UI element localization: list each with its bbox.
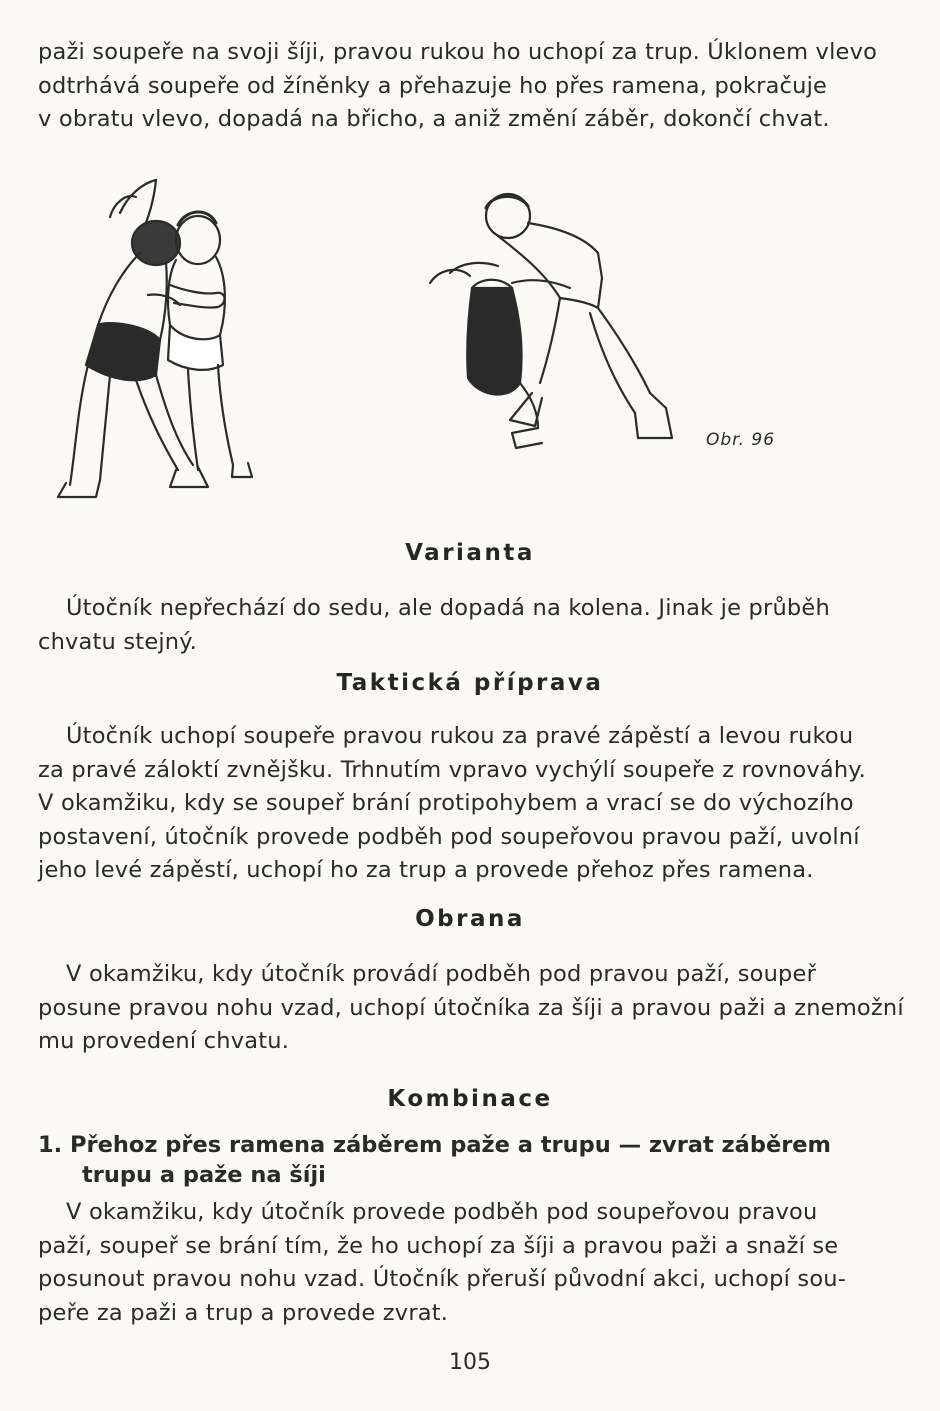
- obrana-paragraph: [38, 958, 904, 1059]
- section-heading-obrana: Obrana: [415, 906, 525, 932]
- text-line: V okamžiku, kdy útočník provede podběh pod soupeřovou pravou: [66, 1199, 818, 1225]
- wrestlers-standing-illustration: [48, 175, 278, 505]
- intro-paragraph: [38, 36, 900, 137]
- section-heading-kombinace: Kombinace: [387, 1086, 553, 1112]
- text-line: V okamžiku, kdy se soupeř brání protipohybem a vrací se do výchozího: [38, 790, 854, 816]
- text-line: trupu a paže na šíji: [82, 1162, 326, 1188]
- text-line: paží, soupeř se brání tím, že ho uchopí za šíji a pravou paži a snaží se: [38, 1232, 839, 1259]
- text-line: peře za paži a trup a provede zvrat.: [38, 1299, 449, 1326]
- section-heading-takticka: Taktická příprava: [336, 670, 604, 696]
- varianta-paragraph: [38, 592, 900, 659]
- figure-caption: Obr. 96: [706, 430, 776, 450]
- text-line: posune pravou nohu vzad, uchopí útočníka za šíji a pravou paži a znemožní: [38, 994, 904, 1021]
- text-line: V okamžiku, kdy útočník provádí podběh pod pravou paží, soupeř: [66, 961, 817, 987]
- text-line: jeho levé zápěstí, uchopí ho za trup a provede přehoz přes ramena.: [38, 857, 814, 883]
- text-line: Útočník uchopí soupeře pravou rukou za pravé zápěstí a levou rukou: [66, 723, 854, 749]
- text-line: v obratu vlevo, dopadá na břicho, a aniž změní záběr, dokončí chvat.: [38, 106, 830, 132]
- text-line: chvatu stejný.: [38, 628, 197, 655]
- kombinace-paragraph: [38, 1196, 900, 1330]
- text-line: odtrhává soupeře od žíněnky a přehazuje ho přes ramena, pokračuje: [38, 72, 828, 99]
- text-line: mu provedení chvatu.: [38, 1028, 290, 1054]
- text-line: postavení, útočník provede podběh pod soupeřovou pravou paží, uvolní: [38, 823, 860, 850]
- text-line: za pravé záloktí zvnějšku. Trhnutím vpravo vychýlí soupeře z rovnováhy.: [38, 756, 866, 783]
- text-line: Útočník nepřechází do sedu, ale dopadá na kolena. Jinak je průběh: [66, 595, 830, 621]
- page-number: 105: [449, 1350, 491, 1375]
- takticka-paragraph: [38, 720, 900, 888]
- text-line: 1. Přehoz přes ramena záběrem paže a trupu — zvrat záběrem: [38, 1132, 832, 1158]
- kombinace-item-title: [38, 1130, 900, 1190]
- wrestlers-throw-illustration: [420, 188, 690, 453]
- text-line: paži soupeře na svoji šíji, pravou rukou ho uchopí za trup. Úklonem vlevo: [38, 39, 878, 65]
- text-line: posunout pravou nohu vzad. Útočník přeruší původní akci, uchopí sou-: [38, 1266, 847, 1292]
- section-heading-varianta: Varianta: [405, 540, 535, 566]
